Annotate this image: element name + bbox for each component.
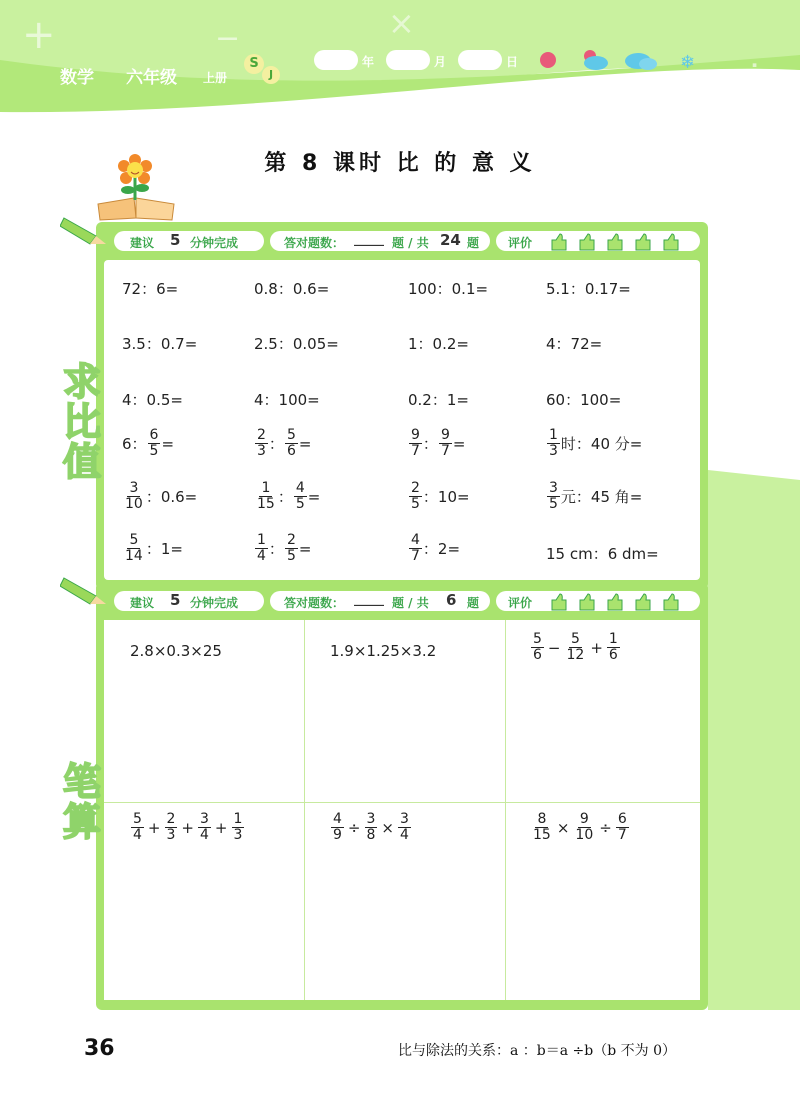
calc-problem-5: $\frac{4}{9}$ ÷ $\frac{3}{8}$ × $\frac{3}{4}$ — [333, 811, 409, 843]
year-label: 年 — [362, 55, 375, 69]
problem-r2c4: 4：72= — [546, 335, 603, 353]
cloudy-icon — [625, 53, 657, 70]
problem-r2c1: 3.5：0.7= — [122, 335, 198, 353]
total-count: 6 — [446, 591, 457, 609]
header-subject: 数学 — [60, 68, 94, 88]
fraction: $\frac{1}{6}$ — [608, 631, 618, 663]
suggest-unit: 分钟完成 — [190, 236, 239, 250]
fraction: $\frac{4}{7}$ — [411, 532, 420, 564]
suggest-minutes: 5 — [170, 231, 181, 249]
footer-note: 比与除法的关系：a ：b＝a ÷b（b 不为 0） — [398, 1043, 677, 1059]
total-suffix: 题 — [467, 236, 480, 250]
lesson-title: 第 8 课时 比 的 意 义 — [264, 151, 536, 176]
rating-label: 评价 — [508, 596, 533, 610]
fraction: $\frac{5}{4}$ — [133, 811, 142, 843]
total-prefix: 题 / 共 — [392, 236, 429, 250]
answered-label: 答对题数： — [284, 596, 345, 610]
rating-thumbs[interactable] — [548, 232, 688, 252]
total-count: 24 — [440, 231, 461, 249]
calc-problem-1: 2.8×0.3×25 — [130, 642, 222, 660]
fraction: $\frac{9}{7}$ — [411, 427, 420, 459]
header-grade: 六年级 — [126, 68, 177, 88]
side-label-bisuan: 笔 算 — [62, 760, 101, 844]
day-field[interactable] — [458, 50, 502, 70]
calc-problem-4: $\frac{5}{4}$ + $\frac{2}{3}$ + $\frac{3}{4}$ + $\frac{1}{3}$ — [133, 811, 243, 843]
fraction: $\frac{1}{3}$ — [233, 811, 243, 843]
fraction: $\frac{3}{4}$ — [400, 811, 409, 843]
page-number: 36 — [84, 1036, 115, 1061]
fraction: $\frac{1}{3}$ — [549, 427, 558, 459]
fraction: $\frac{9}{7}$ — [440, 427, 450, 459]
problem-r1c2: 0.8：0.6= — [254, 280, 330, 298]
thumb-icon — [552, 234, 566, 250]
problem-r2c2: 2.5：0.05= — [254, 335, 339, 353]
thumb-icon — [608, 594, 622, 610]
total-suffix: 题 — [467, 596, 480, 610]
thumb-icon — [608, 234, 622, 250]
fraction: $\frac{6}{7}$ — [617, 811, 627, 843]
fraction: $\frac{3}{5}$ — [549, 480, 558, 512]
grid-divider — [304, 620, 305, 1000]
header-volume: 上册 — [203, 71, 228, 85]
suggest-minutes: 5 — [170, 591, 181, 609]
fraction: $\frac{5}{6}$ — [533, 631, 542, 663]
snow-icon: ❄ — [680, 52, 696, 73]
fraction: $\frac{6}{5}$ — [149, 427, 159, 459]
month-field[interactable] — [386, 50, 430, 70]
fraction: $\frac{2}{5}$ — [286, 532, 296, 564]
sj-badge-j: J — [262, 66, 280, 84]
total-prefix: 题 / 共 — [392, 596, 429, 610]
problem-r6c3: $\frac{4}{7}$ ：2= — [411, 532, 461, 564]
problem-r4c1: 6： $\frac{6}{5}$ = — [122, 427, 175, 459]
suggest-unit: 分钟完成 — [190, 596, 239, 610]
svg-text:+: + — [22, 12, 56, 58]
fraction: $\frac{2}{5}$ — [411, 480, 420, 512]
problem-r6c2: $\frac{1}{4}$ ： $\frac{2}{5}$ = — [257, 532, 312, 564]
fraction: $\frac{4}{9}$ — [333, 811, 342, 843]
problem-r4c4: $\frac{1}{3}$ 时：40 分= — [549, 427, 643, 459]
fraction: $\frac{8}{15}$ — [533, 811, 551, 843]
problem-r4c3: $\frac{9}{7}$ ： $\frac{9}{7}$ = — [411, 427, 466, 459]
fraction: $\frac{5}{6}$ — [286, 427, 296, 459]
problem-r5c3: $\frac{2}{5}$ ：10= — [411, 480, 470, 512]
fraction: $\frac{5}{12}$ — [566, 631, 585, 663]
answered-blank[interactable]: _____ — [354, 592, 384, 606]
grid-divider — [104, 802, 700, 803]
section2-content-area — [104, 620, 700, 1000]
problem-r5c1: $\frac{3}{10}$ ：0.6= — [125, 480, 198, 512]
calc-problem-6: $\frac{8}{15}$ × $\frac{9}{10}$ ÷ $\frac{6}{7}$ — [533, 811, 627, 843]
sj-badge-s: S — [244, 54, 264, 74]
thumb-icon — [580, 234, 594, 250]
section1-content-area — [104, 260, 700, 580]
grid-divider — [505, 620, 506, 1000]
month-label: 月 — [434, 55, 447, 69]
problem-r6c4: 15 cm：6 dm= — [546, 545, 659, 563]
answered-label: 答对题数： — [284, 236, 345, 250]
suggest-label: 建议 — [130, 236, 155, 250]
fraction: $\frac{5}{14}$ — [125, 532, 143, 564]
sunny-icon — [540, 52, 556, 68]
problem-r2c3: 1：0.2= — [408, 335, 469, 353]
problem-r1c3: 100：0.1= — [408, 280, 489, 298]
pencil-icon — [60, 214, 108, 248]
svg-text:÷: ÷ — [742, 53, 768, 88]
calc-problem-3: $\frac{5}{6}$ − $\frac{5}{12}$ + $\frac{1}{6}$ — [533, 631, 618, 663]
thumb-icon — [664, 594, 678, 610]
problem-r3c4: 60：100= — [546, 391, 622, 409]
fraction: $\frac{3}{10}$ — [125, 480, 143, 512]
svg-text:−: − — [215, 21, 241, 56]
problem-r3c1: 4：0.5= — [122, 391, 183, 409]
thumb-icon — [664, 234, 678, 250]
problem-r5c2: $\frac{1}{15}$ ： $\frac{4}{5}$ = — [257, 480, 321, 512]
problem-r6c1: $\frac{5}{14}$ ：1= — [125, 532, 183, 564]
fraction: $\frac{3}{4}$ — [200, 811, 209, 843]
rating-thumbs[interactable] — [548, 592, 688, 612]
side-decoration — [708, 470, 800, 1010]
thumb-icon — [552, 594, 566, 610]
problem-r1c4: 5.1：0.17= — [546, 280, 631, 298]
fraction: $\frac{1}{4}$ — [257, 532, 266, 564]
side-label-qiubizhi: 求 比 值 — [62, 360, 101, 484]
fraction: $\frac{1}{15}$ — [257, 480, 275, 512]
suggest-label: 建议 — [130, 596, 155, 610]
problem-r3c3: 0.2：1= — [408, 391, 469, 409]
problem-r5c4: $\frac{3}{5}$ 元：45 角= — [549, 480, 643, 512]
fraction: $\frac{9}{10}$ — [575, 811, 594, 843]
problem-r4c2: $\frac{2}{3}$ ： $\frac{5}{6}$ = — [257, 427, 312, 459]
pencil-icon — [60, 574, 108, 608]
thumb-icon — [636, 594, 650, 610]
sun-cloud-icon — [584, 50, 608, 70]
weather-icons — [538, 48, 708, 74]
fraction: $\frac{2}{3}$ — [257, 427, 266, 459]
book-flower-icon — [94, 152, 178, 222]
year-field[interactable] — [314, 50, 358, 70]
rating-label: 评价 — [508, 236, 533, 250]
thumb-icon — [580, 594, 594, 610]
calc-problem-2: 1.9×1.25×3.2 — [330, 642, 437, 660]
svg-text:×: × — [388, 4, 415, 42]
fraction: $\frac{3}{8}$ — [366, 811, 376, 843]
answered-blank[interactable]: _____ — [354, 232, 384, 246]
fraction: $\frac{4}{5}$ — [295, 480, 305, 512]
thumb-icon — [636, 234, 650, 250]
problem-r3c2: 4：100= — [254, 391, 320, 409]
problem-r1c1: 72：6= — [122, 280, 179, 298]
fraction: $\frac{2}{3}$ — [166, 811, 176, 843]
day-label: 日 — [506, 55, 519, 69]
